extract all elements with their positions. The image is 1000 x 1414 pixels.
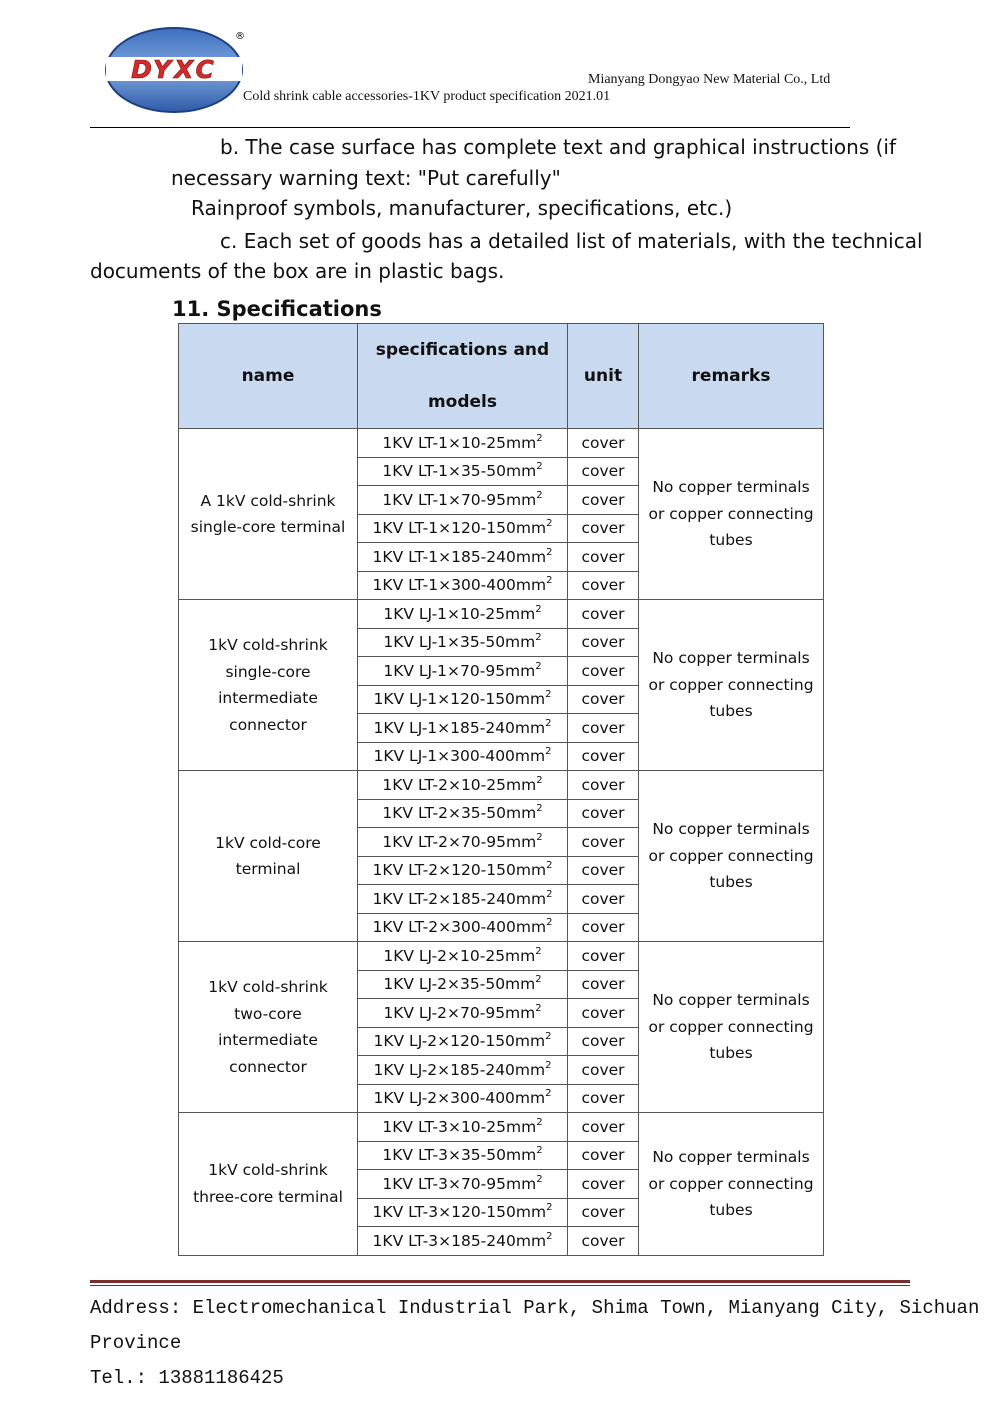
unit-cell: cover (568, 1141, 639, 1170)
unit-cell: cover (568, 913, 639, 942)
unit-cell: cover (568, 1198, 639, 1227)
model-cell: 1KV $LT-1\times 10-25mm^2$ (358, 429, 568, 458)
unit-cell: cover (568, 685, 639, 714)
model-cell: 1KV $LJ-1\times 300-400mm^2$ (358, 742, 568, 771)
footer-telephone: Tel.: 13881186425 (90, 1367, 284, 1389)
header-name: name (179, 324, 358, 429)
model-cell: 1KV $LT-2\times 70-95mm^2$ (358, 828, 568, 857)
svg-text:DYXC: DYXC (131, 55, 217, 84)
model-cell: 1KV $LT-1\times 300-400mm^2$ (358, 571, 568, 600)
model-cell: 1KV $LJ-1\times 120-150mm^2$ (358, 685, 568, 714)
unit-cell: cover (568, 742, 639, 771)
unit-cell: cover (568, 657, 639, 686)
unit-cell: cover (568, 429, 639, 458)
header-remarks: remarks (639, 324, 824, 429)
unit-cell: cover (568, 1113, 639, 1142)
unit-cell: cover (568, 1170, 639, 1199)
model-cell: 1KV $LT-1\times 185-240mm^2$ (358, 543, 568, 572)
unit-cell: cover (568, 628, 639, 657)
remarks-cell: No copper terminals or copper connecting tubes (639, 942, 824, 1113)
unit-cell: cover (568, 970, 639, 999)
model-cell: 1KV $LJ-2\times 300-400mm^2$ (358, 1084, 568, 1113)
table-row (179, 771, 824, 800)
model-cell: 1KV $LT-2\times 300-400mm^2$ (358, 913, 568, 942)
footer-address-line1: Address: Electromechanical Industrial Park, Shima Town, Mianyang City, Sichuan (90, 1297, 980, 1319)
model-cell: 1KV $LJ-2\times 120-150mm^2$ (358, 1027, 568, 1056)
model-cell: 1KV $LJ-2\times 10-25mm^2$ (358, 942, 568, 971)
paragraph-c-line2: documents of the box are in plastic bags. (90, 259, 505, 283)
header-unit: unit (568, 324, 639, 429)
section-title: 11. Specifications (172, 297, 382, 321)
model-cell: 1KV $LJ-2\times 35-50mm^2$ (358, 970, 568, 999)
table-row (179, 1113, 824, 1142)
paragraph-b-line1: b. The case surface has complete text and graphical instructions (if (220, 135, 897, 159)
model-cell: 1KV $LT-2\times 185-240mm^2$ (358, 885, 568, 914)
unit-cell: cover (568, 856, 639, 885)
model-cell: 1KV $LT-2\times 10-25mm^2$ (358, 771, 568, 800)
unit-cell: cover (568, 942, 639, 971)
unit-cell: cover (568, 571, 639, 600)
model-cell: 1KV $LJ-1\times 70-95mm^2$ (358, 657, 568, 686)
model-cell: 1KV $LT-3\times 35-50mm^2$ (358, 1141, 568, 1170)
table-body (179, 429, 824, 1256)
remarks-cell: No copper terminals or copper connecting tubes (639, 771, 824, 942)
header-divider (90, 127, 850, 128)
model-cell: 1KV $LT-2\times 120-150mm^2$ (358, 856, 568, 885)
unit-cell: cover (568, 486, 639, 515)
model-cell: 1KV $LJ-1\times 35-50mm^2$ (358, 628, 568, 657)
header-document-title: Cold shrink cable accessories-1KV product specification 2021.01 (243, 89, 611, 104)
unit-cell: cover (568, 514, 639, 543)
svg-text:®: ® (235, 31, 245, 42)
footer-divider-thin (90, 1285, 910, 1286)
model-cell: 1KV $LT-2\times 35-50mm^2$ (358, 799, 568, 828)
remarks-cell: No copper terminals or copper connecting tubes (639, 1113, 824, 1256)
unit-cell: cover (568, 1056, 639, 1085)
table-row (179, 600, 824, 629)
model-cell: 1KV $LJ-1\times 10-25mm^2$ (358, 600, 568, 629)
header-company-name: Mianyang Dongyao New Material Co., Ltd (588, 72, 831, 87)
table-row (179, 942, 824, 971)
paragraph-b-line3: Rainproof symbols, manufacturer, specifications, etc.) (191, 196, 733, 220)
unit-cell: cover (568, 828, 639, 857)
model-cell: 1KV $LT-3\times 120-150mm^2$ (358, 1198, 568, 1227)
model-cell: 1KV $LT-1\times 120-150mm^2$ (358, 514, 568, 543)
unit-cell: cover (568, 885, 639, 914)
product-name-cell: 1kV cold-core terminal (179, 771, 358, 942)
model-cell: 1KV $LT-1\times 70-95mm^2$ (358, 486, 568, 515)
unit-cell: cover (568, 543, 639, 572)
table-row (179, 429, 824, 458)
model-cell: 1KV $LJ-2\times 185-240mm^2$ (358, 1056, 568, 1085)
product-name-cell: A 1kV cold-shrink single-core terminal (179, 429, 358, 600)
unit-cell: cover (568, 999, 639, 1028)
table-header-row (179, 324, 824, 429)
unit-cell: cover (568, 1027, 639, 1056)
remarks-cell: No copper terminals or copper connecting tubes (639, 429, 824, 600)
unit-cell: cover (568, 799, 639, 828)
company-logo (104, 22, 248, 116)
unit-cell: cover (568, 600, 639, 629)
model-cell: 1KV $LT-1\times 35-50mm^2$ (358, 457, 568, 486)
unit-cell: cover (568, 1084, 639, 1113)
model-cell: 1KV $LT-3\times 185-240mm^2$ (358, 1227, 568, 1256)
footer-divider (90, 1280, 910, 1283)
remarks-cell: No copper terminals or copper connecting tubes (639, 600, 824, 771)
unit-cell: cover (568, 714, 639, 743)
footer-address-line2: Province (90, 1332, 182, 1354)
model-cell: 1KV $LT-3\times 70-95mm^2$ (358, 1170, 568, 1199)
unit-cell: cover (568, 771, 639, 800)
product-name-cell: 1kV cold-shrink three-core terminal (179, 1113, 358, 1256)
specifications-table (178, 323, 824, 1256)
header-specifications: specifications and models (358, 324, 568, 429)
paragraph-c-line1: c. Each set of goods has a detailed list of materials, with the technical (220, 229, 923, 253)
product-name-cell: 1kV cold-shrink single-core intermediate connector (179, 600, 358, 771)
model-cell: 1KV $LJ-2\times 70-95mm^2$ (358, 999, 568, 1028)
unit-cell: cover (568, 1227, 639, 1256)
model-cell: 1KV $LJ-1\times 185-240mm^2$ (358, 714, 568, 743)
model-cell: 1KV $LT-3\times 10-25mm^2$ (358, 1113, 568, 1142)
unit-cell: cover (568, 457, 639, 486)
product-name-cell: 1kV cold-shrink two-core intermediate connector (179, 942, 358, 1113)
paragraph-b-line2: necessary warning text: "Put carefully" (171, 166, 561, 190)
